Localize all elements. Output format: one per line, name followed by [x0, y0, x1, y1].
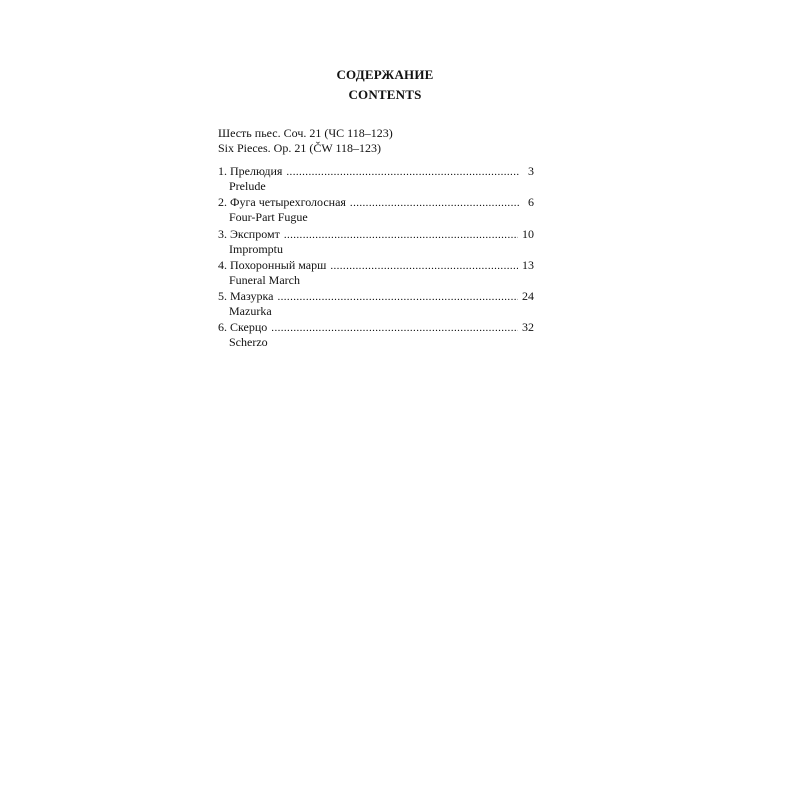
dot-leader [271, 321, 518, 335]
entry-title-english: Funeral March [229, 272, 300, 287]
entry-page-number: 6 [528, 195, 534, 210]
dot-leader [284, 228, 518, 242]
entry-row [218, 195, 534, 210]
contents-entry [218, 289, 534, 318]
table-of-contents [218, 126, 534, 352]
entry-title-english: Mazurka [229, 304, 272, 319]
contents-entry [218, 258, 534, 287]
entry-row [218, 258, 534, 273]
contents-entry [218, 227, 534, 256]
entry-page-number: 3 [528, 164, 534, 178]
contents-entry [218, 320, 534, 349]
entry-page-number: 10 [522, 226, 534, 241]
dot-leader [350, 196, 520, 210]
entry-row [218, 227, 534, 242]
dot-leader [277, 290, 518, 304]
entry-row [218, 164, 534, 179]
entry-page-number: 32 [522, 320, 534, 335]
entry-title-english: Prelude [229, 179, 266, 193]
contents-entry [218, 164, 534, 193]
entry-page-number: 24 [522, 289, 534, 304]
entry-row [218, 289, 534, 304]
entry-row [218, 320, 534, 335]
entry-title-russian: 1. Прелюдия [218, 164, 283, 178]
entry-title-english: Impromptu [229, 241, 283, 256]
entry-title-russian: 2. Фуга четырехголосная [218, 195, 346, 210]
entry-title-russian: 4. Похоронный марш [218, 257, 327, 272]
contents-title-english: CONTENTS [348, 87, 422, 102]
dot-leader [286, 165, 520, 179]
work-title-english: Six Pieces. Op. 21 (ČW 118–123) [218, 141, 381, 155]
entry-title-russian: 5. Мазурка [218, 289, 274, 304]
entry-title-russian: 3. Экспромт [218, 226, 280, 241]
dot-leader [330, 259, 518, 273]
entry-title-russian: 6. Скерцо [218, 320, 268, 335]
contents-title-russian: СОДЕРЖАНИЕ [336, 67, 434, 82]
work-title-russian: Шесть пьес. Соч. 21 (ЧС 118–123) [218, 126, 393, 140]
entry-page-number: 13 [522, 257, 534, 272]
entry-title-english: Four-Part Fugue [229, 210, 308, 225]
contents-entry [218, 195, 534, 224]
contents-entries [218, 164, 534, 349]
entry-title-english: Scherzo [229, 335, 268, 350]
